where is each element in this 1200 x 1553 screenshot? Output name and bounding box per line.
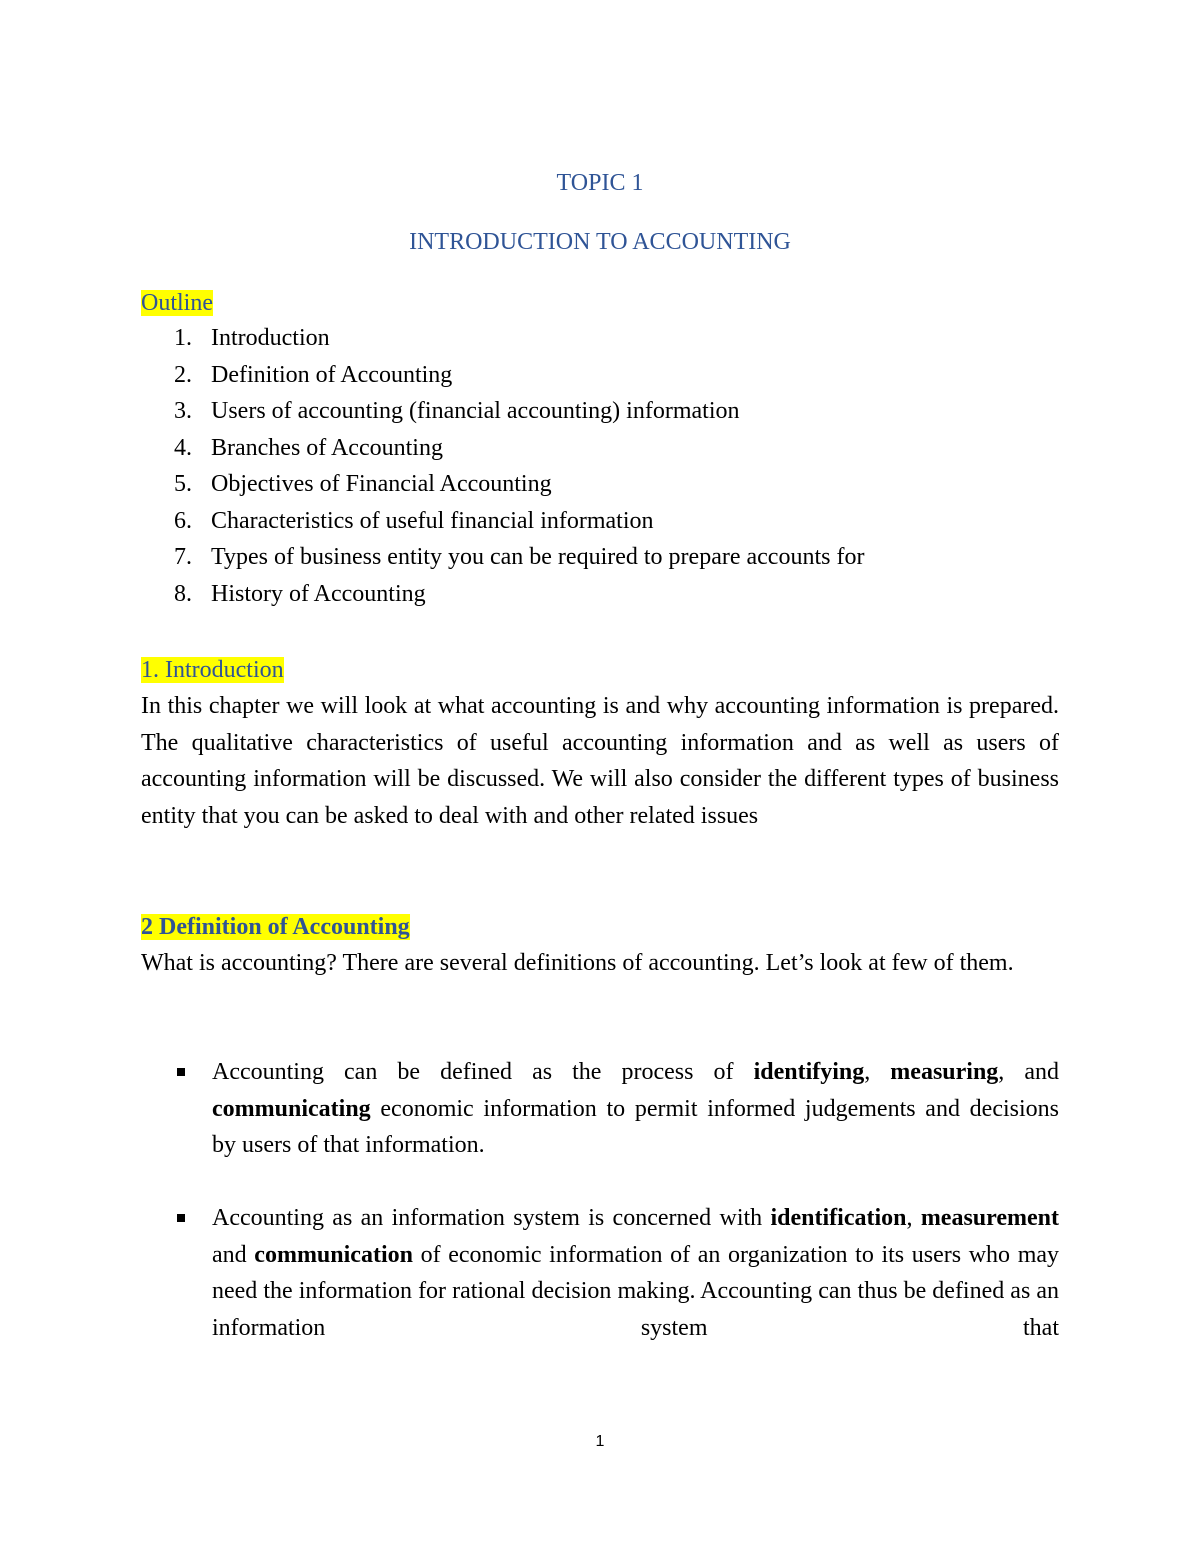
- outline-item-number: 5.: [174, 471, 192, 497]
- introduction-paragraph: In this chapter we will look at what accounting is and why accounting information is prepared. The qualitative characteristics of useful accounting information and as well as users of accounting information will be discussed. We will also consider the different types of business entity that you can be asked to deal with and other related issues: [141, 693, 1059, 829]
- outline-heading-text: Outline: [141, 290, 213, 316]
- outline-item: [141, 320, 864, 357]
- outline-item-number: 7.: [174, 544, 192, 570]
- outline-item: [141, 539, 864, 576]
- outline-item-number: 8.: [174, 580, 192, 607]
- bullet-bold-term: communicating: [212, 1095, 371, 1122]
- topic-label: TOPIC 1: [556, 170, 644, 196]
- outline-item-number: 1.: [174, 325, 192, 351]
- bullet-text: economic information to permit informed judgements and decisions by users of that information.: [212, 1095, 1059, 1158]
- outline-item: [141, 357, 864, 394]
- outline-item: [141, 503, 864, 540]
- square-bullet-icon: [177, 1068, 185, 1076]
- outline-item: [141, 466, 864, 503]
- outline-item-text: Objectives of Financial Accounting: [211, 471, 552, 497]
- definition-paragraph: What is accounting? There are several definitions of accounting. Let’s look at few of them.: [141, 950, 1014, 976]
- outline-item-number: 4.: [174, 434, 192, 461]
- definition-bullet: [212, 1054, 1059, 1164]
- section-heading-definition: [141, 909, 1059, 946]
- section-heading-introduction: [141, 652, 1059, 689]
- bullet-bold-term: identification: [770, 1205, 907, 1231]
- outline-item-text: History of Accounting: [211, 580, 426, 607]
- bullet-bold-term: communication: [254, 1241, 413, 1268]
- bullet-text: of economic information of an organization to its users who may need the information for rational decision making. Accounting can thus be defined as an information system that: [212, 1241, 1060, 1341]
- bullet-text: and: [212, 1241, 255, 1268]
- outline-item-text: Characteristics of useful financial information: [211, 507, 654, 534]
- outline-item-text: Introduction: [211, 325, 330, 351]
- outline-heading: [141, 285, 1059, 321]
- bullet-text: Accounting as an information system is concerned with: [212, 1205, 771, 1231]
- outline-item-number: 6.: [174, 507, 192, 534]
- bullet-bold-term: measurement: [920, 1205, 1059, 1231]
- page-number: 1: [595, 1433, 605, 1450]
- outline-item: [141, 430, 864, 467]
- outline-item-text: Types of business entity you can be required to prepare accounts for: [211, 544, 865, 570]
- bullet-text: Accounting can be defined as the process of: [212, 1059, 754, 1085]
- bullet-bold-term: measuring: [890, 1059, 999, 1085]
- definition-bullet: [212, 1200, 1059, 1346]
- outline-item-number: 2.: [174, 361, 192, 388]
- outline-item-text: Definition of Accounting: [211, 361, 453, 388]
- bullet-text: ,: [864, 1059, 891, 1085]
- bullet-bold-term: identifying: [753, 1059, 865, 1085]
- outline-item-number: 3.: [174, 398, 192, 424]
- bullet-text: , and: [998, 1059, 1059, 1085]
- outline-item: [141, 576, 864, 613]
- outline-item-text: Users of accounting (financial accounting) information: [211, 398, 740, 424]
- outline-item-text: Branches of Accounting: [211, 434, 443, 461]
- square-bullet-icon: [177, 1214, 185, 1222]
- section-heading-text: 2 Definition of Accounting: [141, 914, 410, 940]
- outline-item: [141, 393, 864, 430]
- section-heading-text: 1. Introduction: [141, 657, 284, 683]
- bullet-text: ,: [906, 1205, 921, 1231]
- document-title: INTRODUCTION TO ACCOUNTING: [409, 229, 791, 255]
- outline-list: [141, 320, 864, 612]
